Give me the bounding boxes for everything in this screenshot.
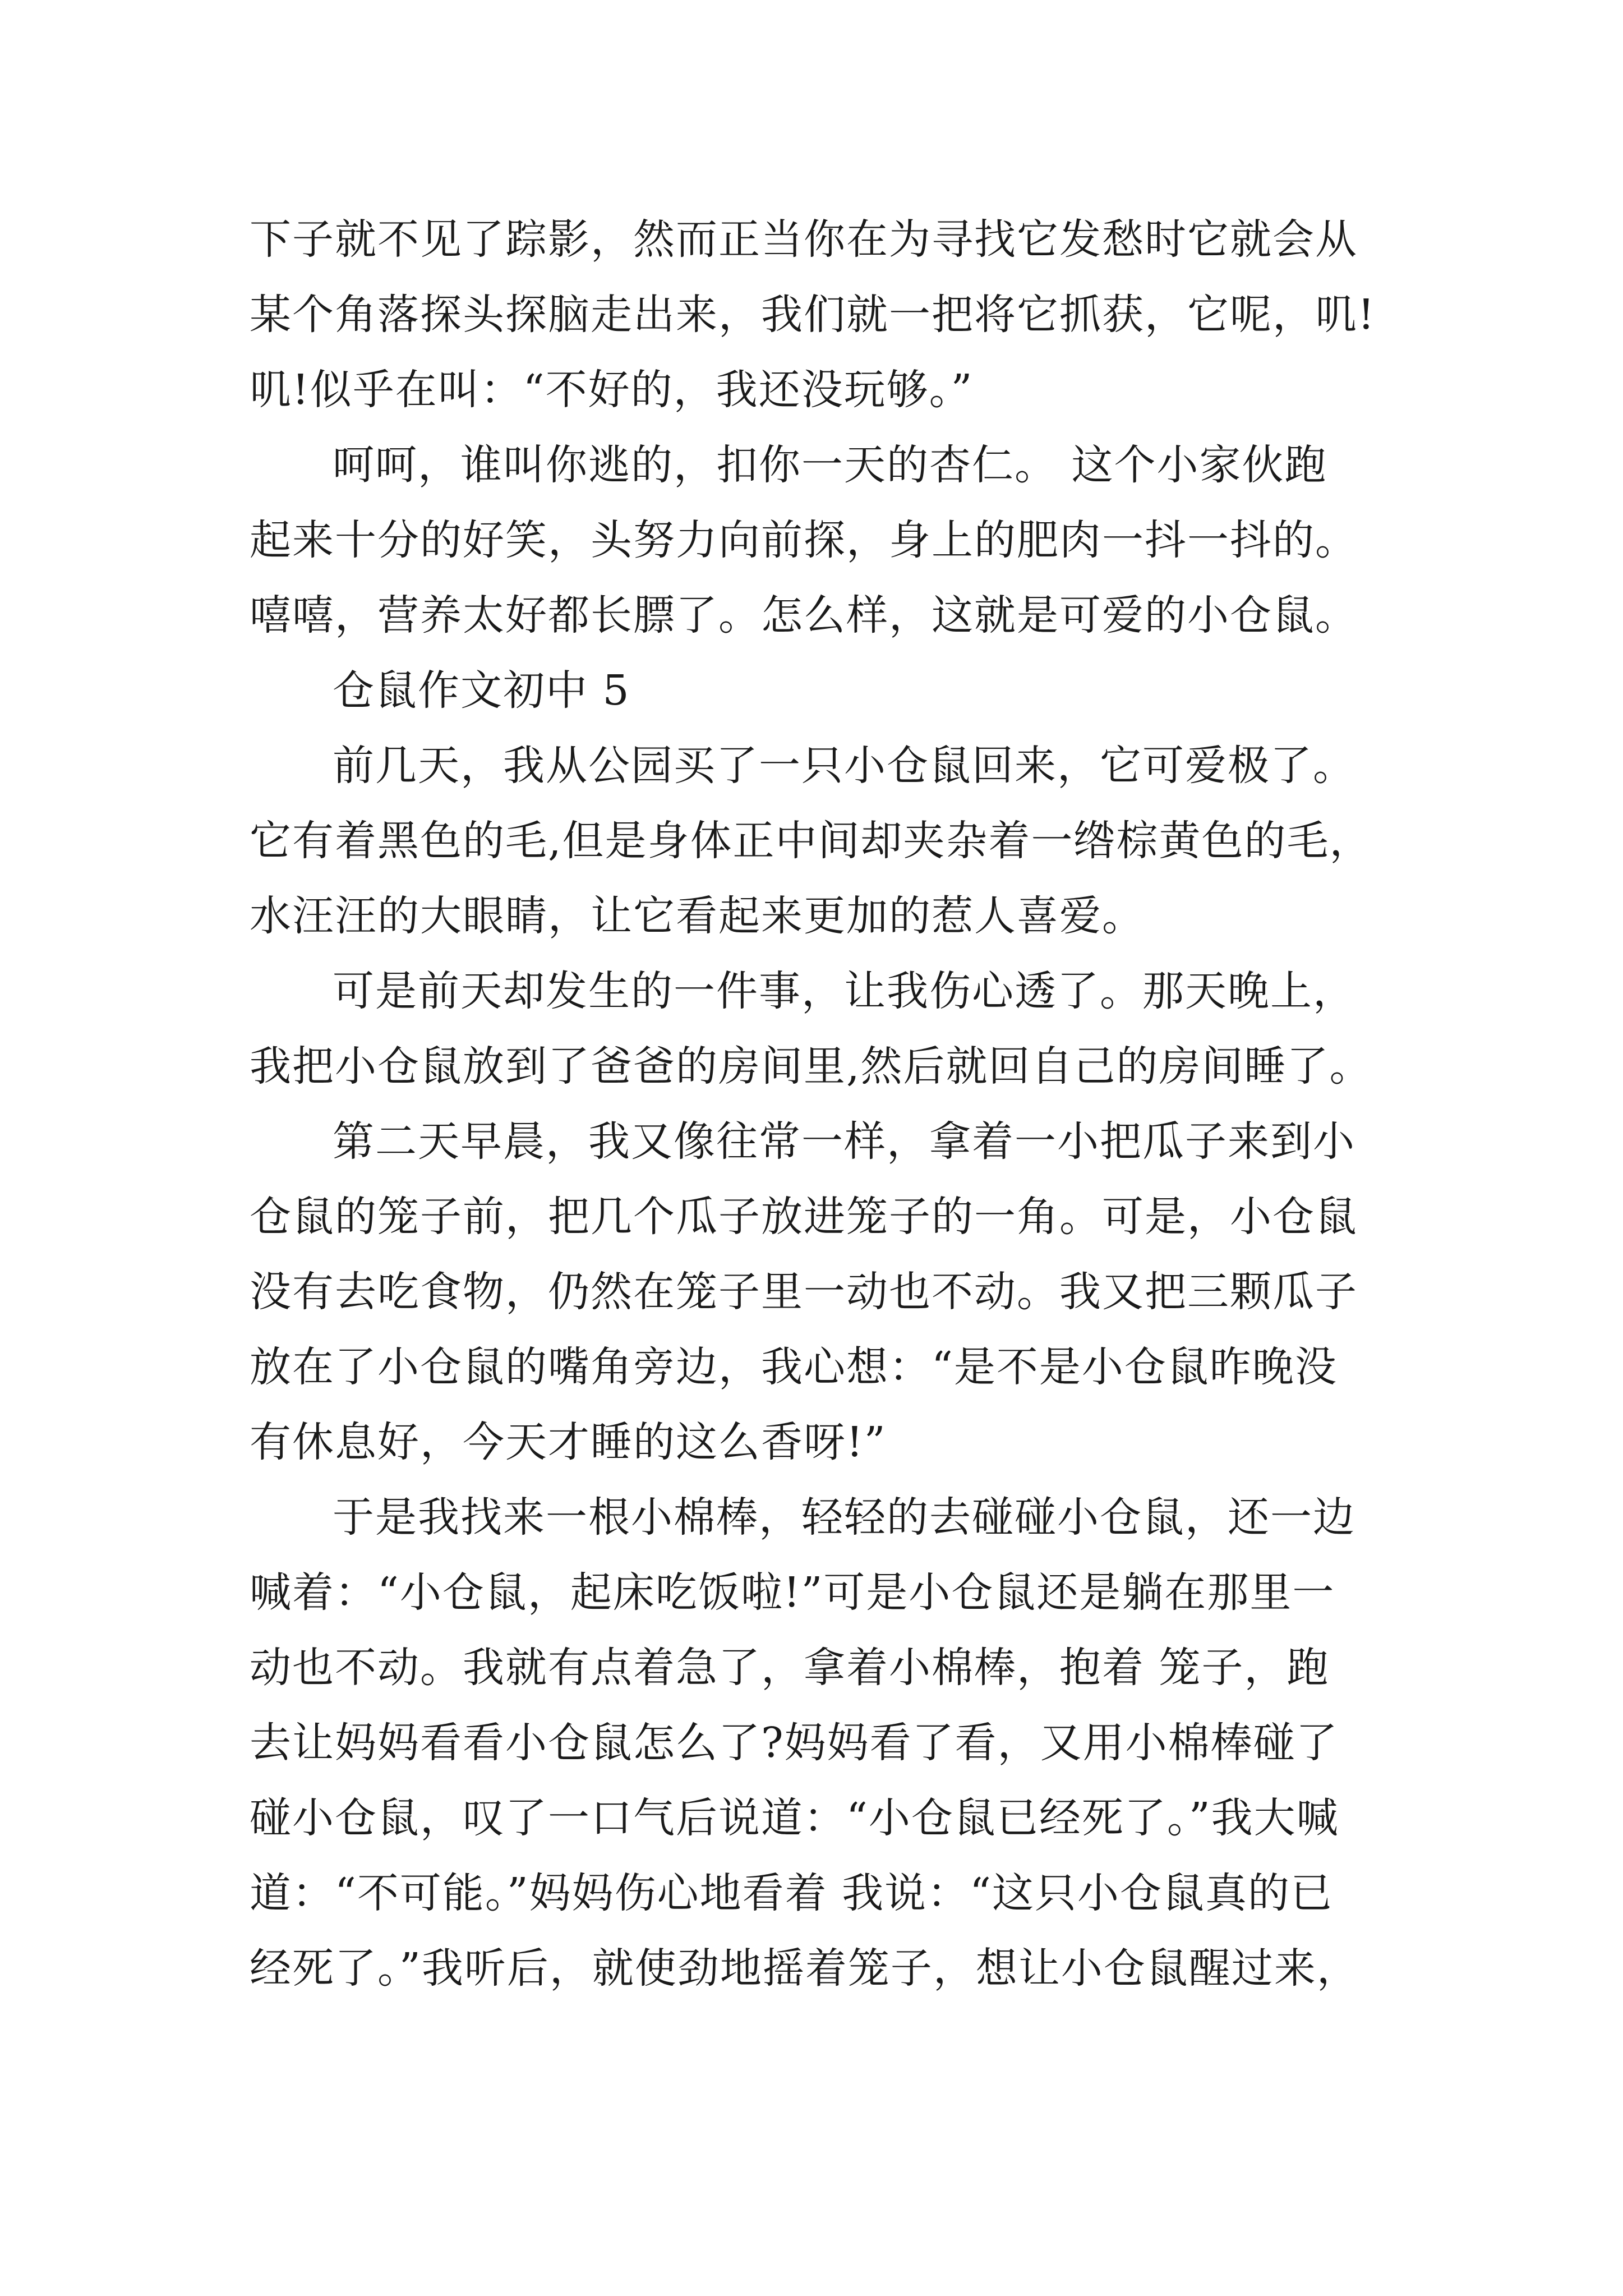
article-body bbox=[250, 202, 1399, 2006]
text-line: 道：“不可能。”妈妈伤心地看着 我说：“这只小仓鼠真的已 bbox=[250, 1869, 1334, 1917]
text-line: 碰小仓鼠，叹了一口气后说道：“小仓鼠已经死了。”我大喊 bbox=[250, 1794, 1339, 1842]
text-line: 起来十分的好笑，头努力向前探，身上的肥肉一抖一抖的。 bbox=[250, 516, 1358, 564]
paragraph-start-line: 可是前天却发生的一件事，让我伤心透了。那天晚上， bbox=[333, 967, 1355, 1015]
text-line: 我把小仓鼠放到了爸爸的房间里,然后就回自己的房间睡了。 bbox=[250, 1042, 1372, 1091]
text-line: 某个角落探头探脑走出来，我们就一把将它抓获，它呢，叽! bbox=[250, 291, 1376, 339]
text-line: 喊着：“小仓鼠，起床吃饭啦!”可是小仓鼠还是躺在那里一 bbox=[250, 1568, 1335, 1617]
text-line: 有休息好，今天才睡的这么香呀!” bbox=[250, 1418, 887, 1466]
text-line: 水汪汪的大眼睛，让它看起来更加的惹人喜爱。 bbox=[250, 892, 1145, 940]
text-line: 叽!似乎在叫：“不好的，我还没玩够。” bbox=[250, 366, 974, 414]
text-line: 放在了小仓鼠的嘴角旁边，我心想：“是不是小仓鼠昨晚没 bbox=[250, 1343, 1338, 1391]
text-line: 它有着黑色的毛,但是身体正中间却夹杂着一绺棕黄色的毛， bbox=[250, 817, 1372, 865]
paragraph-start-line: 第二天早晨，我又像往常一样，拿着一小把瓜子来到小 bbox=[333, 1117, 1355, 1166]
paragraph-start-line: 呵呵，谁叫你逃的，扣你一天的杏仁。 这个小家伙跑 bbox=[333, 441, 1327, 489]
text-line: 下子就不见了踪影，然而正当你在为寻找它发愁时它就会从 bbox=[250, 215, 1358, 264]
paragraph-start-line: 于是我找来一根小棉棒，轻轻的去碰碰小仓鼠，还一边 bbox=[333, 1493, 1355, 1542]
text-line: 仓鼠的笼子前，把几个瓜子放进笼子的一角。可是，小仓鼠 bbox=[250, 1193, 1358, 1241]
paragraph-start-line: 前几天，我从公园买了一只小仓鼠回来，它可爱极了。 bbox=[333, 742, 1355, 790]
text-line: 经死了。”我听后，就使劲地摇着笼子，想让小仓鼠醒过来， bbox=[250, 1944, 1359, 1993]
text-line: 动也不动。我就有点着急了，拿着小棉棒，抱着 笼子，跑 bbox=[250, 1644, 1330, 1692]
section-heading: 仓鼠作文初中 5 bbox=[333, 666, 630, 715]
text-line: 没有去吃食物，仍然在笼子里一动也不动。我又把三颗瓜子 bbox=[250, 1268, 1358, 1316]
text-line: 嘻嘻，营养太好都长膘了。怎么样，这就是可爱的小仓鼠。 bbox=[250, 591, 1358, 639]
text-line: 去让妈妈看看小仓鼠怎么了?妈妈看了看，又用小棉棒碰了 bbox=[250, 1719, 1339, 1767]
